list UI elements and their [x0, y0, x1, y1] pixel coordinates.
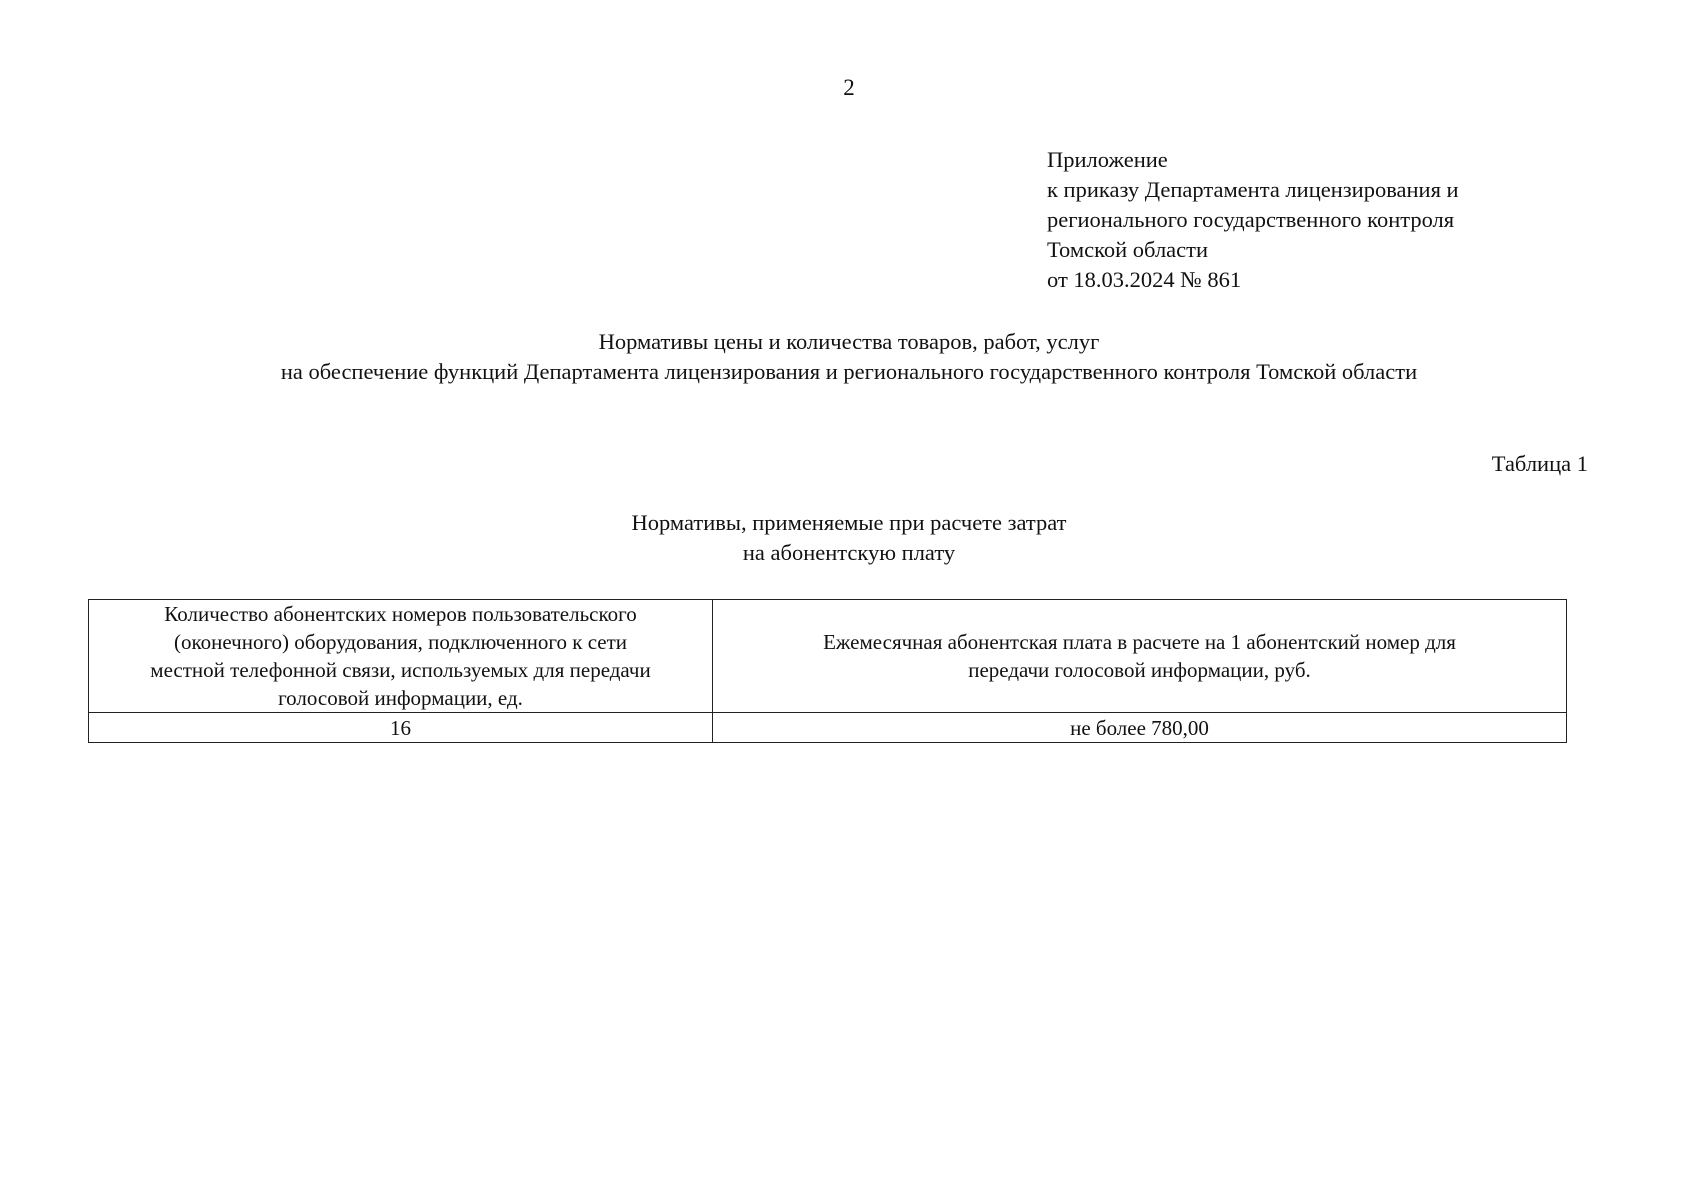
- table-header-row: [89, 600, 1567, 713]
- header-text-monthly-fee: Ежемесячная абонентская плата в расчете на 1 абонентский номер для передачи голосовой информации, руб.: [823, 630, 1456, 682]
- page-number: 2: [843, 75, 855, 100]
- appendix-line: Приложение: [1047, 147, 1168, 172]
- table-title-line: на абонентскую плату: [742, 540, 956, 565]
- document-title-line: на обеспечение функций Департамента лицензирования и регионального государственного контроля Томской области: [280, 359, 1418, 384]
- cell-quantity: 16: [89, 713, 713, 743]
- header-cell-monthly-fee: [713, 600, 1567, 713]
- table-row: [89, 713, 1567, 743]
- document-title: [0, 327, 1698, 387]
- appendix-line: от 18.03.2024 № 861: [1047, 267, 1242, 292]
- appendix-line: к приказу Департамента лицензирования и: [1047, 177, 1459, 202]
- appendix-block: [1047, 145, 1459, 295]
- table-label: Таблица 1: [1491, 451, 1588, 476]
- norms-table: [88, 599, 1567, 743]
- document-title-line: Нормативы цены и количества товаров, работ, услуг: [598, 329, 1100, 354]
- cell-monthly-fee: не более 780,00: [713, 713, 1567, 743]
- header-cell-quantity: [89, 600, 713, 713]
- table-title: [0, 508, 1698, 568]
- header-text-quantity: Количество абонентских номеров пользовательского (оконечного) оборудования, подключенного к сети местной телефонной связи, используемых для передачи голосовой информации, ед.: [150, 602, 651, 710]
- appendix-line: регионального государственного контроля: [1047, 207, 1455, 232]
- appendix-line: Томской области: [1047, 237, 1209, 262]
- table-title-line: Нормативы, применяемые при расчете затрат: [631, 510, 1067, 535]
